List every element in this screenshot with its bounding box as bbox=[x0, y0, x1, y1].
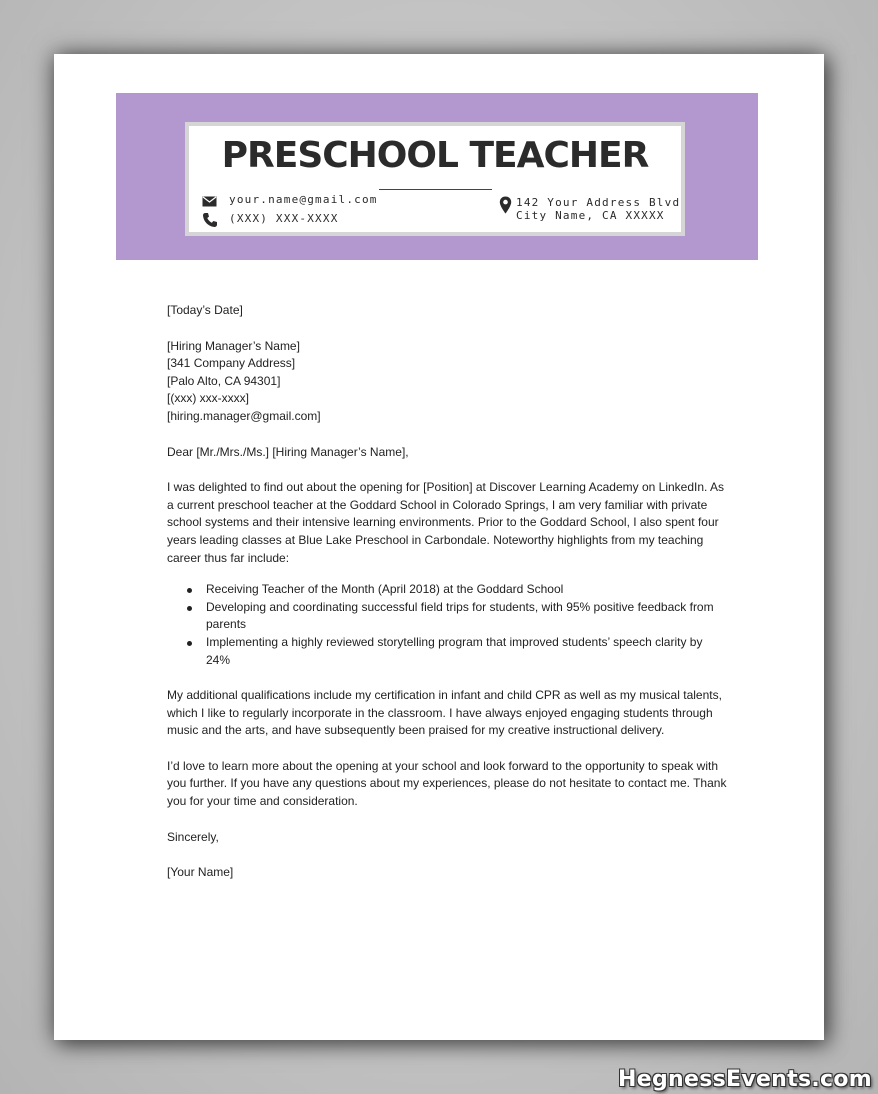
page-title: PRESCHOOL TEACHER bbox=[221, 135, 649, 176]
recipient-phone: [(xxx) xxx-xxxx] bbox=[167, 391, 249, 406]
watermark: HegnessEvents.com bbox=[618, 1067, 872, 1092]
list-item: Receiving Teacher of the Month (April 2018) at the Goddard School bbox=[206, 581, 727, 599]
paragraph-closing: I’d love to learn more about the opening at your school and look forward to the opportunity to speak with you further. If you have any questions about my experiences, please do not hesitate to contact me. Thank you for your time and consideration. bbox=[167, 758, 727, 809]
recipient-block bbox=[167, 338, 727, 426]
header-banner bbox=[116, 93, 758, 260]
signature: [Your Name] bbox=[167, 865, 234, 880]
recipient-street: [341 Company Address] bbox=[167, 356, 296, 371]
letter-date: [Today’s Date] bbox=[167, 303, 243, 317]
phone-text: (XXX) XXX-XXXX bbox=[229, 212, 339, 225]
closing: Sincerely, bbox=[167, 829, 219, 844]
recipient-name: [Hiring Manager’s Name] bbox=[167, 338, 300, 353]
highlights-list bbox=[167, 581, 727, 669]
list-item: Developing and coordinating successful field trips for students, with 95% positive feedback from parents bbox=[206, 599, 727, 634]
email-text: your.name@gmail.com bbox=[229, 193, 378, 206]
letter-body bbox=[167, 302, 727, 900]
recipient-city: [Palo Alto, CA 94301] bbox=[167, 373, 281, 388]
paragraph-intro: I was delighted to find out about the opening for [Position] at Discover Learning Academy on LinkedIn. As a current preschool teacher at the Goddard School in Colorado Springs, I am very familiar with private school systems and their intensive learning environments. Prior to the Goddard School, I also spent four years leading classes at Blue Lake Preschool in Carbondale. Noteworthy highlights from my teaching career thus far include: bbox=[167, 480, 725, 565]
address-line-1: 142 Your Address Blvd bbox=[516, 196, 681, 209]
address-line-2: City Name, CA XXXXX bbox=[516, 209, 665, 222]
envelope-icon bbox=[202, 196, 217, 207]
paragraph-qualifications: My additional qualifications include my certification in infant and child CPR as well as my musical talents, which I like to regularly incorporate in the classroom. I have always enjoyed engaging students through music and the arts, and have subsequently been praised for my creative instructional delivery. bbox=[167, 688, 722, 738]
phone-icon bbox=[202, 212, 218, 228]
map-pin-icon bbox=[499, 196, 512, 214]
title-divider bbox=[379, 189, 492, 190]
salutation: Dear [Mr./Mrs./Ms.] [Hiring Manager’s Name], bbox=[167, 444, 409, 459]
list-item: Implementing a highly reviewed storytelling program that improved students’ speech clarity by 24% bbox=[206, 634, 727, 669]
document-page bbox=[54, 54, 824, 1040]
header-box bbox=[185, 122, 685, 236]
recipient-email: [hiring.manager@gmail.com] bbox=[167, 408, 321, 423]
